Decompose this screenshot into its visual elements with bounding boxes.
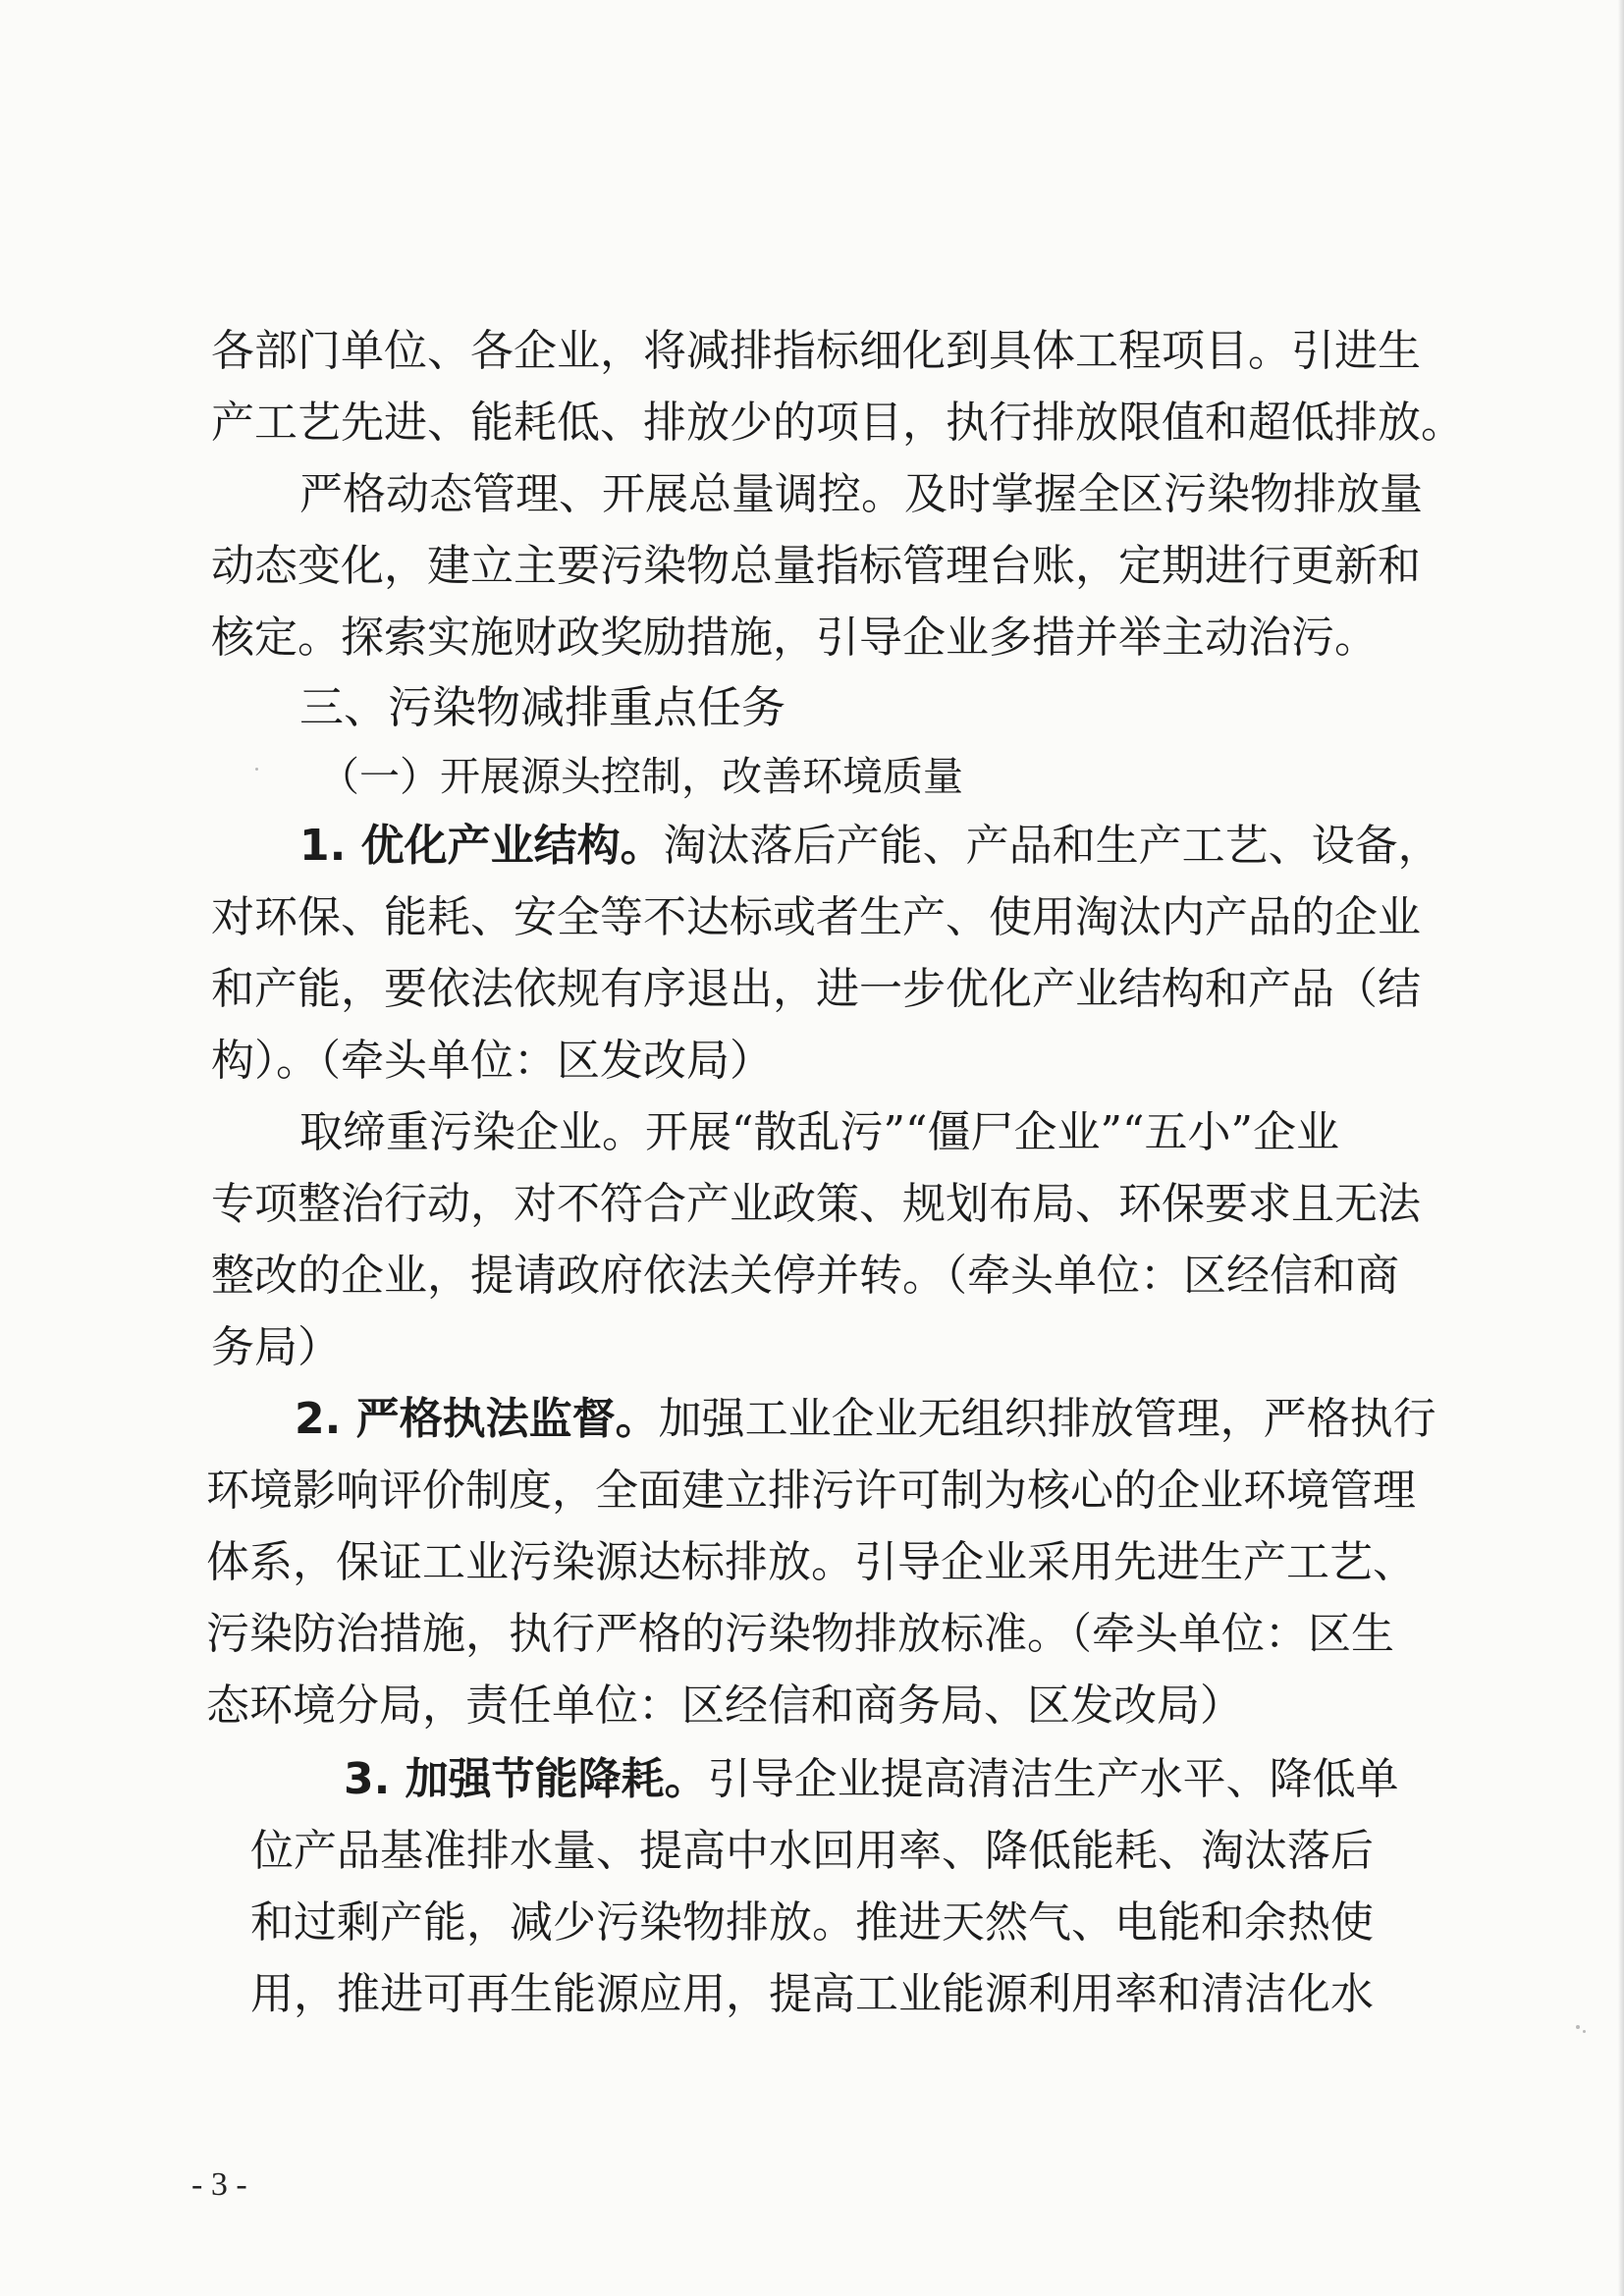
body-text-line: 和产能，要依法依规有序退出，进一步优化产业结构和产品（结 — [211, 964, 1421, 1014]
body-text-line: 动态变化，建立主要污染物总量指标管理台账，定期进行更新和 — [211, 541, 1421, 591]
item-lead-title: 1. 优化产业结构。 — [299, 821, 664, 871]
body-text-line: 用，推进可再生能源应用，提高工业能源利用率和清洁化水 — [250, 1969, 1374, 2019]
body-text-line: 体系，保证工业污染源达标排放。引导企业采用先进生产工艺、 — [206, 1537, 1416, 1587]
body-text-line: 取缔重污染企业。开展“散乱污”“僵尸企业”“五小”企业 — [299, 1107, 1339, 1157]
subsection-heading: （一）开展源头控制，改善环境质量 — [319, 753, 963, 800]
scan-speck — [1576, 2025, 1580, 2029]
body-text-line: 整改的企业，提请政府依法关停并转。（牵头单位：区经信和商 — [211, 1251, 1399, 1301]
body-text-line: 专项整治行动，对不符合产业政策、规划布局、环保要求且无法 — [211, 1179, 1421, 1229]
item-lead-title: 3. 加强节能降耗。 — [344, 1754, 708, 1804]
body-text-line: 构）。（牵头单位：区发改局） — [211, 1036, 773, 1086]
item-text: 引导企业提高清洁生产水平、降低单 — [707, 1754, 1399, 1804]
item-first-line — [299, 819, 1441, 874]
scan-speck — [255, 768, 258, 771]
item-lead-title: 2. 严格执法监督。 — [295, 1394, 659, 1444]
item-text: 淘汰落后产能、产品和生产工艺、设备， — [663, 821, 1441, 871]
page-edge-shadow — [1618, 0, 1624, 2296]
section-heading: 三、污染物减排重点任务 — [299, 681, 786, 733]
page-number: - 3 - — [191, 2166, 247, 2203]
body-text-line: 环境影响评价制度，全面建立排污许可制为核心的企业环境管理 — [206, 1466, 1416, 1516]
scan-speck — [1583, 2030, 1586, 2033]
body-text-line: 产工艺先进、能耗低、排放少的项目，执行排放限值和超低排放。 — [211, 398, 1464, 448]
body-text-line: 务局） — [211, 1322, 341, 1372]
body-text-line: 态环境分局，责任单位：区经信和商务局、区发改局） — [206, 1681, 1243, 1731]
item-text: 加强工业企业无组织排放管理，严格执行 — [658, 1394, 1436, 1444]
body-text-line: 对环保、能耗、安全等不达标或者生产、使用淘汰内产品的企业 — [211, 892, 1421, 942]
item-first-line — [344, 1752, 1399, 1807]
body-text-line: 位产品基准排水量、提高中水回用率、降低能耗、淘汰落后 — [250, 1826, 1374, 1876]
body-text-line: 各部门单位、各企业，将减排指标细化到具体工程项目。引进生 — [211, 326, 1421, 376]
body-text-line: 核定。探索实施财政奖励措施，引导企业多措并举主动治污。 — [211, 613, 1378, 663]
body-text-line: 污染防治措施，执行严格的污染物排放标准。（牵头单位：区生 — [206, 1609, 1394, 1659]
body-text-line: 严格动态管理、开展总量调控。及时掌握全区污染物排放量 — [299, 469, 1423, 519]
body-text-line: 和过剩产能，减少污染物排放。推进天然气、电能和余热使 — [250, 1897, 1374, 1948]
item-first-line — [295, 1392, 1436, 1447]
